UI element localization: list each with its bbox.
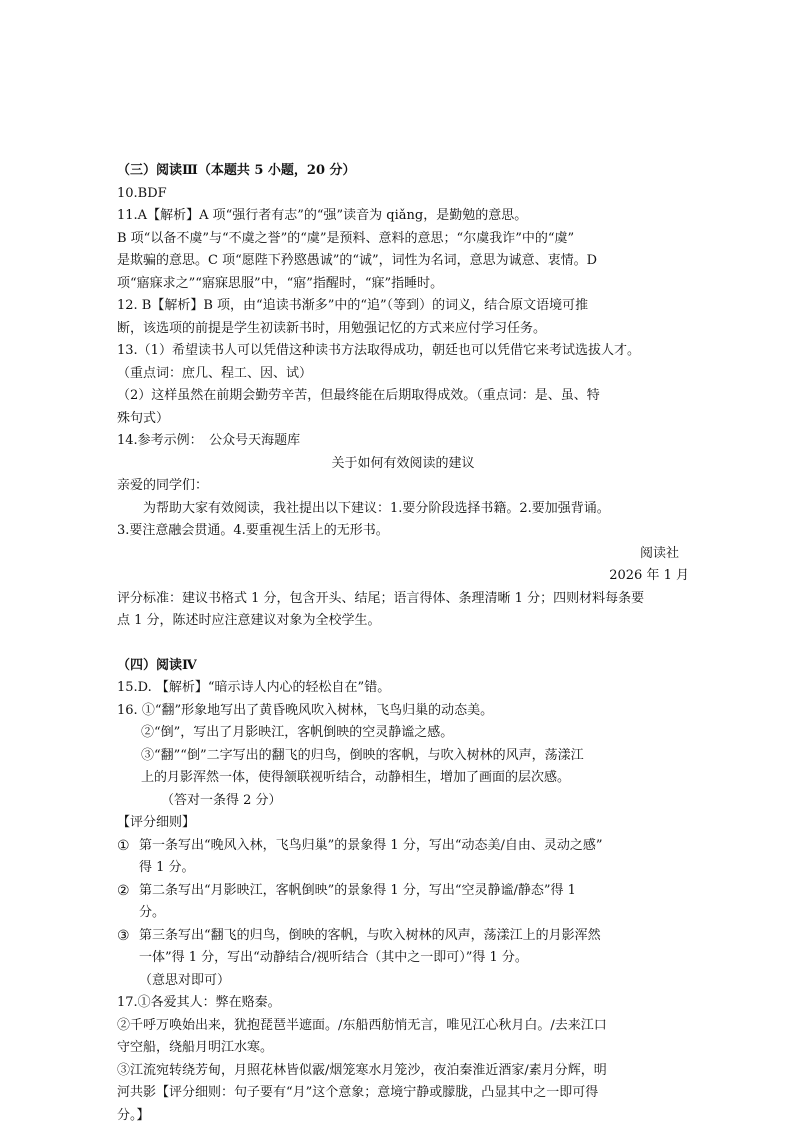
answer-16-label: 16. (117, 702, 138, 718)
detail-text: 一体”得 1 分，写出“动静结合/视听结合（其中之一即可）”得 1 分。 (139, 950, 528, 965)
detail-text: 第一条写出“晚风入林，飞鸟归巢”的景象得 1 分，写出“动态美/自由、灵动之感” (139, 837, 603, 853)
answer-13-line: （2）这样虽然在前期会勤劳辛苦，但最终能在后期取得成效。（重点词：是、虽、特 (117, 388, 600, 403)
answer-13-line: （重点词：庶几、程工、因、试） (117, 365, 313, 381)
answer-11-line: 是欺骗的意思。C 项“愿陛下矜愍愚诚”的“诚”，词性为名词，意思为诚意、衷情。D (117, 253, 598, 268)
detail-text: 第二条写出“月影映江，客帆倒映”的景象得 1 分，写出“空灵静谧/静态”得 1 (139, 882, 576, 898)
scoring-detail-item (117, 835, 689, 880)
detail-text: 分。 (139, 905, 166, 920)
answer-12-line: 断，该选项的前提是学生初读新书时，用勉强记忆的方式来应付学习任务。 (117, 320, 547, 336)
scoring-criteria-line: 评分标准：建议书格式 1 分，包含开头、结尾；语言得体、条理清晰 1 分；四则材料每条要 (117, 590, 645, 606)
answer-17-line: 守空船，绕船月明江水寒。 (117, 1040, 274, 1055)
letter-body-line: 3.要注意融会贯通。4.要重视生活上的无形书。 (117, 523, 389, 538)
detail-number: ② (117, 882, 130, 899)
answer-17-line: 17.①各爱其人：弊在赂秦。 (117, 995, 281, 1010)
answer-15: 15.D. 【解析】“暗示诗人内心的轻松自在”错。 (117, 680, 391, 695)
answer-11-line: B 项“以备不虞”与“不虞之誉”的“虞”是预料、意料的意思；“尔虞我诈”中的“虞” (117, 230, 575, 246)
answer-17-line: 河共影【评分细则：句子要有“月”这个意象；意境宁静或朦胧，凸显其中之一即可得 (117, 1085, 599, 1100)
answer-content (117, 160, 689, 1127)
answer-14-head: 14.参考示例： 公众号天海题库 (117, 433, 301, 448)
scoring-detail-item (117, 880, 689, 925)
letter-signature: 阅读社 (639, 545, 679, 561)
detail-number: ① (117, 837, 130, 854)
scoring-detail-title: 【评分细则】 (117, 815, 196, 830)
answer-12-line: 12. B【解析】B 项，由“追读书渐多”中的“追”（等到）的词义，结合原文语境可推 (117, 298, 589, 313)
answer-16-item: ①“翻”形象地写出了黄昏晚风吹入树林，飞鸟归巢的动态美。 (141, 702, 494, 718)
answer-11-line: 项“寤寐求之”“寤寐思服”中，“寤”指醒时，“寐”指睡时。 (117, 275, 444, 291)
answer-16-item: ③“翻”“倒”二字写出的翻飞的归鸟，倒映的客帆，与吹入树林的风声，荡漾江 (141, 747, 584, 763)
section-divider-space (117, 633, 689, 655)
answer-16-line (117, 700, 689, 723)
answer-16-note: （答对一条得 2 分） (161, 792, 282, 808)
detail-text: 第三条写出“翻飞的归鸟，倒映的客帆，与吹入树林的风声，荡漾江上的月影浑然 (139, 927, 601, 943)
answer-13-line: 殊句式） (117, 410, 170, 426)
answer-10: 10.BDF (117, 185, 167, 201)
answer-16-item: 上的月影浑然一体，使得颔联视听结合，动静相生，增加了画面的层次感。 (141, 770, 571, 785)
letter-greeting: 亲爱的同学们： (117, 478, 209, 493)
letter-date: 2026 年 1 月 (609, 568, 689, 583)
letter-title: 关于如何有效阅读的建议 (331, 455, 475, 471)
section-4-title: （四）阅读Ⅳ (117, 657, 197, 673)
letter-body-line: 为帮助大家有效阅读，我社提出以下建议：1.要分阶段选择书籍。2.要加强背诵。 (143, 500, 610, 516)
answer-11-line: 11.A【解析】A 项“强行者有志”的“强”读音为 qiǎng，是勤勉的意思。 (117, 208, 528, 223)
detail-number: ③ (117, 927, 130, 944)
answer-17-line: 分。】 (117, 1107, 150, 1123)
answer-16-item: ②“倒”，写出了月影映江，客帆倒映的空灵静谧之感。 (141, 725, 454, 740)
detail-text: 得 1 分。 (139, 860, 195, 875)
section-3-title: （三）阅读Ⅲ（本题共 5 小题，20 分） (117, 163, 356, 178)
scoring-detail-item (117, 925, 689, 970)
answer-17-line: ③江流宛转绕芳甸，月照花林皆似霰/烟笼寒水月笼沙，夜泊秦淮近酒家/素月分辉，明 (117, 1062, 607, 1078)
scoring-criteria-line: 点 1 分，陈述时应注意建议对象为全校学生。 (117, 613, 381, 628)
meaning-note: （意思对即可） (139, 972, 231, 988)
answer-13-line: 13.（1）希望读书人可以凭借这种读书方法取得成功，朝廷也可以凭借它来考试选拔人才。 (117, 343, 640, 358)
answer-17-line: ②千呼万唤始出来，犹抱琵琶半遮面。/东船西舫悄无言，唯见江心秋月白。/去来江口 (117, 1017, 607, 1033)
